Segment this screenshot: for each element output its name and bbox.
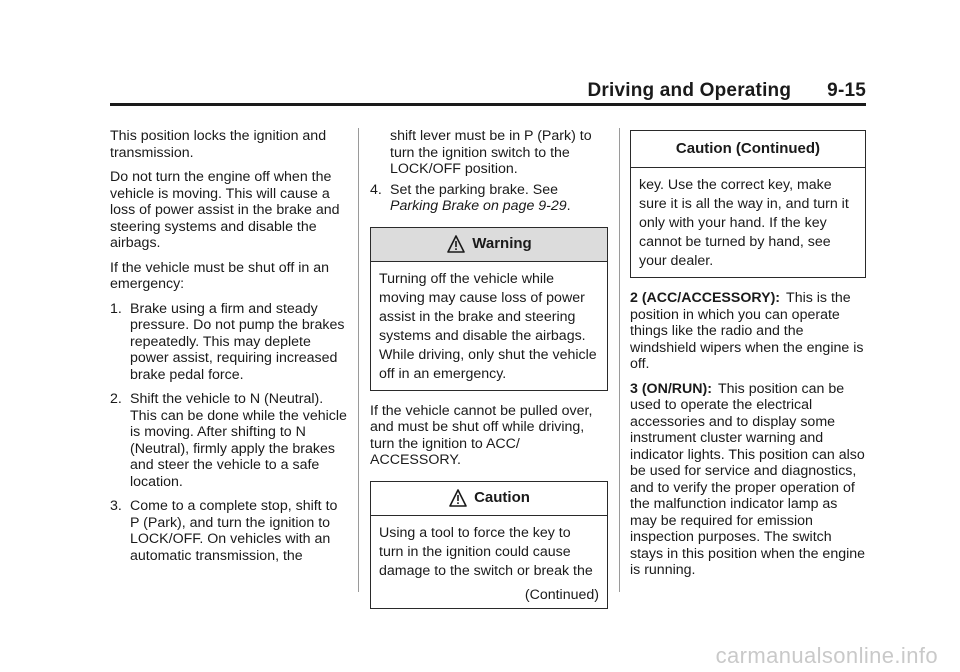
- warning-body: Turning off the vehicle while moving may cause loss of power assist in the brake and steering systems and disable the airbags. While driving, only shut the vehicle off in an emergency.: [379, 270, 597, 382]
- caution-title: Caution: [474, 488, 530, 506]
- warning-box: [370, 227, 608, 391]
- header-title: [587, 80, 866, 102]
- warning-header: [371, 228, 607, 262]
- caution-continued-box: [630, 130, 866, 278]
- column-divider-2: [619, 128, 620, 592]
- caution-continued-header: [631, 131, 865, 168]
- warning-symbol-icon: [446, 234, 466, 254]
- step-number: 2.: [110, 391, 122, 407]
- caution-continued-label: (Continued): [524, 586, 599, 603]
- paragraph-acc-instruction: If the vehicle cannot be pulled over, and must be shut off while driving, turn the ignition to ACC/ ACCESSORY.: [370, 402, 593, 468]
- caution-symbol-icon: [448, 488, 468, 508]
- paragraph-acc-accessory: [630, 290, 866, 373]
- list-item: [110, 391, 348, 490]
- step-4-end: .: [566, 198, 571, 214]
- paragraph-engine-off-warning: Do not turn the engine off when the vehicle is moving. This will cause a loss of power assist in the brake and steering systems and disable the airbags.: [110, 169, 340, 251]
- caution-continued-body: key. Use the correct key, make sure it is all the way in, and turn it only with your hand. If the key cannot be turned by hand, see your dealer.: [639, 177, 849, 269]
- caution-body: Using a tool to force the key to turn in the ignition could cause damage to the switch or break the: [379, 524, 593, 579]
- caution-box: [370, 481, 608, 610]
- column-3: [630, 128, 866, 587]
- step-3-continued: shift lever must be in P (Park) to turn the ignition switch to the LOCK/OFF position.: [390, 128, 592, 177]
- step-number: 4.: [370, 181, 382, 198]
- caution-header: [371, 482, 607, 516]
- definition-acc-accessory: This is the position in which you can operate things like the radio and the windshield wipers when the engine is off.: [630, 290, 864, 372]
- page-header: [110, 80, 866, 104]
- warning-title: Warning: [472, 234, 532, 252]
- section-title: Driving and Operating: [587, 80, 792, 101]
- step-text: Brake using a firm and steady pressure. Do not pump the brakes repeatedly. This may deplete power assist, requiring increased brake pedal force.: [130, 300, 345, 383]
- paragraph-lock-position: This position locks the ignition and transmission.: [110, 128, 327, 161]
- paragraph-on-run: [630, 381, 866, 579]
- paragraph-emergency-intro: If the vehicle must be shut off in an emergency:: [110, 259, 329, 292]
- step-text: [390, 182, 608, 215]
- term-on-run: 3 (ON/RUN):: [630, 380, 712, 397]
- step-text: Come to a complete stop, shift to P (Park), and turn the ignition to LOCK/OFF. On vehicles with an automatic transmission, the: [130, 498, 338, 564]
- step-number: 3.: [110, 498, 122, 514]
- header-rule: [110, 103, 866, 106]
- list-item: [370, 182, 608, 215]
- parking-brake-reference: Parking Brake on page 9-29: [390, 198, 567, 214]
- list-item: [110, 498, 348, 564]
- definition-on-run: This position can be used to operate the electrical accessories and to display some instrument cluster warning and indicator lights. This position can also be used for service and diagnostics, and to verify the proper operation of the malfunction indicator lamp as may be required for emission inspection purposes. The switch stays in this position when the engine is running.: [630, 380, 866, 578]
- watermark: carmanualsonline.info: [715, 643, 938, 668]
- column-2: [370, 128, 608, 621]
- list-item: [110, 301, 348, 384]
- column-divider-1: [358, 128, 359, 592]
- column-1: [110, 128, 348, 572]
- caution-continued-title: Caution (Continued): [675, 139, 821, 157]
- step-number: 1.: [110, 300, 122, 317]
- term-acc-accessory: 2 (ACC/ACCESSORY):: [630, 290, 781, 306]
- step-text: Shift the vehicle to N (Neutral). This can be done while the vehicle is moving. After shifting to N (Neutral), firmly apply the brakes and steer the vehicle to a safe location.: [130, 391, 347, 490]
- step-4-text: Set the parking brake. See: [390, 181, 558, 198]
- page-number: 9-15: [827, 80, 866, 101]
